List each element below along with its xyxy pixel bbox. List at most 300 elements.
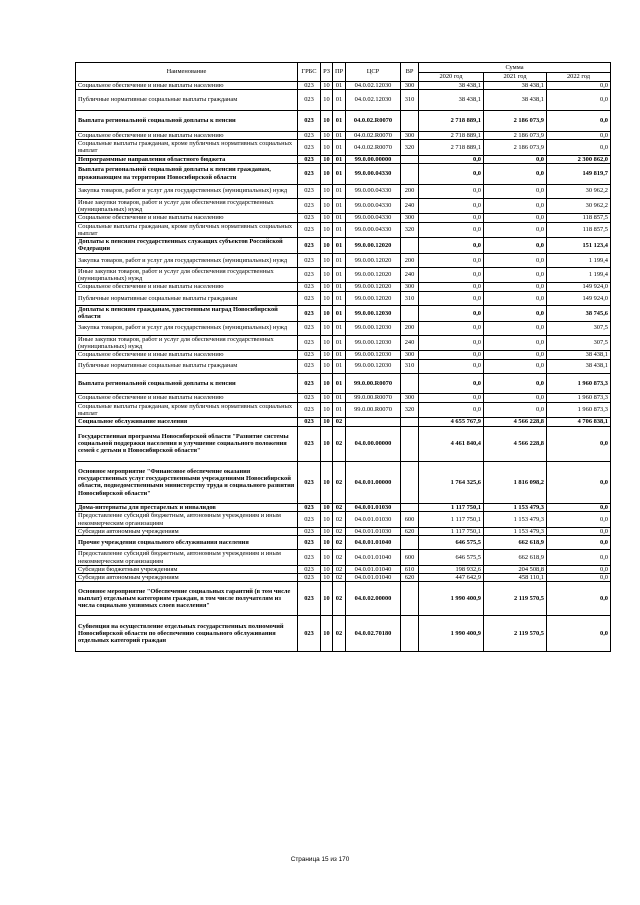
cell-name: Закупка товаров, работ и услуг для государственных (муниципальных) нужд bbox=[76, 253, 298, 267]
cell-csr: 04.0.01.01040 bbox=[346, 536, 401, 550]
cell-name: Закупка товаров, работ и услуг для государственных (муниципальных) нужд bbox=[76, 184, 298, 198]
cell-vr bbox=[401, 155, 419, 163]
cell-2021: 0,0 bbox=[484, 283, 547, 291]
cell-2020: 1 764 325,6 bbox=[419, 461, 484, 503]
cell-2021: 0,0 bbox=[484, 373, 547, 394]
cell-rz: 10 bbox=[321, 359, 333, 373]
cell-grbs: 023 bbox=[298, 238, 321, 254]
cell-2020: 646 575,5 bbox=[419, 536, 484, 550]
cell-csr: 99.0.00.12020 bbox=[346, 253, 401, 267]
cell-2022: 0,0 bbox=[547, 512, 611, 528]
cell-grbs: 023 bbox=[298, 616, 321, 651]
cell-grbs: 023 bbox=[298, 582, 321, 616]
cell-rz: 10 bbox=[321, 418, 333, 426]
cell-pr: 02 bbox=[333, 574, 346, 582]
cell-2022: 0,0 bbox=[547, 461, 611, 503]
cell-pr: 01 bbox=[333, 394, 346, 402]
cell-vr bbox=[401, 305, 419, 321]
cell-name: Публичные нормативные социальные выплаты гражданам bbox=[76, 359, 298, 373]
cell-2020: 1 117 750,1 bbox=[419, 503, 484, 511]
cell-pr: 01 bbox=[333, 335, 346, 351]
cell-vr: 600 bbox=[401, 550, 419, 566]
cell-grbs: 023 bbox=[298, 426, 321, 461]
cell-csr: 99.0.00.12030 bbox=[346, 305, 401, 321]
cell-vr: 300 bbox=[401, 214, 419, 222]
cell-2022: 0,0 bbox=[547, 503, 611, 511]
cell-2022: 4 706 838,1 bbox=[547, 418, 611, 426]
cell-grbs: 023 bbox=[298, 110, 321, 131]
table-row bbox=[76, 503, 611, 511]
cell-grbs: 023 bbox=[298, 305, 321, 321]
table-row bbox=[76, 222, 611, 238]
table-row bbox=[76, 291, 611, 305]
cell-csr: 04.0.01.01040 bbox=[346, 574, 401, 582]
cell-grbs: 023 bbox=[298, 359, 321, 373]
cell-rz: 10 bbox=[321, 574, 333, 582]
cell-2021: 1 153 479,3 bbox=[484, 527, 547, 535]
cell-rz: 10 bbox=[321, 550, 333, 566]
cell-2022: 151 123,4 bbox=[547, 238, 611, 254]
table-row bbox=[76, 565, 611, 573]
cell-csr: 04.0.02.00000 bbox=[346, 582, 401, 616]
cell-rz: 10 bbox=[321, 82, 333, 90]
cell-grbs: 023 bbox=[298, 536, 321, 550]
cell-2022: 38 745,6 bbox=[547, 305, 611, 321]
cell-2021: 2 186 073,9 bbox=[484, 139, 547, 155]
header-rz: РЗ bbox=[321, 63, 333, 82]
cell-2021: 458 110,1 bbox=[484, 574, 547, 582]
cell-vr bbox=[401, 110, 419, 131]
cell-rz: 10 bbox=[321, 198, 333, 214]
cell-name: Доплаты к пенсиям гражданам, удостоенным наград Новосибирской области bbox=[76, 305, 298, 321]
cell-2021: 2 119 570,5 bbox=[484, 582, 547, 616]
header-pr: ПР bbox=[333, 63, 346, 82]
header-vr: ВР bbox=[401, 63, 419, 82]
table-row bbox=[76, 82, 611, 90]
cell-csr: 99.0.00.12030 bbox=[346, 321, 401, 335]
cell-2020: 0,0 bbox=[419, 267, 484, 283]
cell-2022: 149 924,0 bbox=[547, 283, 611, 291]
cell-2020: 646 575,5 bbox=[419, 550, 484, 566]
cell-2021: 0,0 bbox=[484, 321, 547, 335]
cell-2022: 2 300 862,0 bbox=[547, 155, 611, 163]
cell-pr: 01 bbox=[333, 267, 346, 283]
cell-2021: 0,0 bbox=[484, 359, 547, 373]
cell-grbs: 023 bbox=[298, 574, 321, 582]
table-row bbox=[76, 574, 611, 582]
cell-vr: 300 bbox=[401, 394, 419, 402]
cell-pr: 01 bbox=[333, 321, 346, 335]
cell-grbs: 023 bbox=[298, 163, 321, 184]
cell-grbs: 023 bbox=[298, 139, 321, 155]
cell-2020: 0,0 bbox=[419, 402, 484, 418]
cell-name: Непрограммные направления областного бюджета bbox=[76, 155, 298, 163]
cell-vr: 310 bbox=[401, 291, 419, 305]
cell-name: Социальные выплаты гражданам, кроме публичных нормативных социальных выплат bbox=[76, 222, 298, 238]
cell-rz: 10 bbox=[321, 291, 333, 305]
cell-csr: 04.0.02.12030 bbox=[346, 90, 401, 111]
cell-2020: 0,0 bbox=[419, 305, 484, 321]
cell-2020: 0,0 bbox=[419, 163, 484, 184]
cell-vr bbox=[401, 373, 419, 394]
cell-2021: 0,0 bbox=[484, 394, 547, 402]
cell-2022: 38 438,1 bbox=[547, 351, 611, 359]
cell-pr: 02 bbox=[333, 503, 346, 511]
cell-vr: 300 bbox=[401, 351, 419, 359]
cell-grbs: 023 bbox=[298, 394, 321, 402]
table-row bbox=[76, 214, 611, 222]
cell-vr bbox=[401, 418, 419, 426]
cell-name: Социальное обеспечение и иные выплаты населению bbox=[76, 82, 298, 90]
cell-2022: 0,0 bbox=[547, 426, 611, 461]
cell-grbs: 023 bbox=[298, 335, 321, 351]
cell-name: Основное мероприятие "Финансовое обеспечение оказания государственных услуг государственными учреждениями Новосибирской области, подведомственными министерству труда и социального развития Новосибирской области" bbox=[76, 461, 298, 503]
cell-name: Социальные выплаты гражданам, кроме публичных нормативных социальных выплат bbox=[76, 402, 298, 418]
cell-rz: 10 bbox=[321, 512, 333, 528]
cell-csr: 99.0.00.12030 bbox=[346, 335, 401, 351]
cell-2021: 38 438,1 bbox=[484, 82, 547, 90]
cell-name: Дома-интернаты для престарелых и инвалидов bbox=[76, 503, 298, 511]
cell-2022: 0,0 bbox=[547, 527, 611, 535]
cell-pr: 01 bbox=[333, 253, 346, 267]
cell-name: Субсидии автономным учреждениям bbox=[76, 574, 298, 582]
cell-name: Субвенция на осуществление отдельных государственных полномочий Новосибирской области по обеспечению социального обслуживания отдельных категорий граждан bbox=[76, 616, 298, 651]
table-row bbox=[76, 90, 611, 111]
cell-2022: 1 199,4 bbox=[547, 253, 611, 267]
table-row bbox=[76, 321, 611, 335]
cell-rz: 10 bbox=[321, 90, 333, 111]
table-row bbox=[76, 426, 611, 461]
cell-2020: 0,0 bbox=[419, 184, 484, 198]
cell-pr: 02 bbox=[333, 582, 346, 616]
table-row bbox=[76, 155, 611, 163]
cell-2021: 0,0 bbox=[484, 291, 547, 305]
cell-name: Публичные нормативные социальные выплаты гражданам bbox=[76, 90, 298, 111]
table-row bbox=[76, 267, 611, 283]
cell-vr bbox=[401, 163, 419, 184]
cell-csr bbox=[346, 418, 401, 426]
cell-2020: 38 438,1 bbox=[419, 90, 484, 111]
cell-pr: 01 bbox=[333, 283, 346, 291]
cell-2022: 1 960 873,3 bbox=[547, 402, 611, 418]
cell-2022: 0,0 bbox=[547, 574, 611, 582]
cell-grbs: 023 bbox=[298, 565, 321, 573]
cell-grbs: 023 bbox=[298, 82, 321, 90]
cell-vr: 200 bbox=[401, 253, 419, 267]
table-row bbox=[76, 616, 611, 651]
cell-2020: 0,0 bbox=[419, 283, 484, 291]
cell-csr: 04.0.00.00000 bbox=[346, 426, 401, 461]
cell-csr: 04.0.01.01030 bbox=[346, 527, 401, 535]
cell-2020: 447 642,9 bbox=[419, 574, 484, 582]
cell-name: Выплата региональной социальной доплаты к пенсии bbox=[76, 373, 298, 394]
cell-rz: 10 bbox=[321, 184, 333, 198]
cell-2022: 0,0 bbox=[547, 550, 611, 566]
cell-2022: 30 962,2 bbox=[547, 198, 611, 214]
cell-grbs: 023 bbox=[298, 253, 321, 267]
cell-vr: 620 bbox=[401, 527, 419, 535]
cell-2020: 0,0 bbox=[419, 373, 484, 394]
cell-rz: 10 bbox=[321, 238, 333, 254]
cell-grbs: 023 bbox=[298, 550, 321, 566]
cell-grbs: 023 bbox=[298, 90, 321, 111]
cell-grbs: 023 bbox=[298, 214, 321, 222]
cell-rz: 10 bbox=[321, 351, 333, 359]
cell-csr: 99.0.00.04330 bbox=[346, 184, 401, 198]
table-row bbox=[76, 512, 611, 528]
cell-pr: 01 bbox=[333, 163, 346, 184]
cell-2020: 2 718 889,1 bbox=[419, 139, 484, 155]
cell-vr: 200 bbox=[401, 184, 419, 198]
cell-2022: 38 438,1 bbox=[547, 359, 611, 373]
table-row bbox=[76, 184, 611, 198]
cell-2020: 1 117 750,1 bbox=[419, 527, 484, 535]
cell-rz: 10 bbox=[321, 394, 333, 402]
cell-name: Прочие учреждения социального обслуживания населения bbox=[76, 536, 298, 550]
header-year-2021: 2021 год bbox=[484, 73, 547, 82]
cell-grbs: 023 bbox=[298, 503, 321, 511]
cell-rz: 10 bbox=[321, 616, 333, 651]
cell-rz: 10 bbox=[321, 426, 333, 461]
cell-csr: 04.0.01.00000 bbox=[346, 461, 401, 503]
cell-2021: 0,0 bbox=[484, 214, 547, 222]
page-footer: Страница 15 из 170 bbox=[290, 856, 350, 863]
cell-vr: 320 bbox=[401, 222, 419, 238]
cell-2020: 0,0 bbox=[419, 214, 484, 222]
cell-name: Иные закупки товаров, работ и услуг для обеспечения государственных (муниципальных) нужд bbox=[76, 267, 298, 283]
cell-rz: 10 bbox=[321, 527, 333, 535]
cell-rz: 10 bbox=[321, 267, 333, 283]
cell-rz: 10 bbox=[321, 139, 333, 155]
cell-2021: 662 618,9 bbox=[484, 550, 547, 566]
cell-2021: 0,0 bbox=[484, 155, 547, 163]
table-row bbox=[76, 139, 611, 155]
cell-pr: 01 bbox=[333, 402, 346, 418]
cell-2021: 0,0 bbox=[484, 305, 547, 321]
cell-2021: 2 186 073,9 bbox=[484, 110, 547, 131]
header-sum: Сумма bbox=[419, 63, 611, 73]
cell-rz: 10 bbox=[321, 110, 333, 131]
cell-2022: 149 924,0 bbox=[547, 291, 611, 305]
cell-vr bbox=[401, 616, 419, 651]
cell-name: Социальное обслуживание населения bbox=[76, 418, 298, 426]
cell-2021: 0,0 bbox=[484, 335, 547, 351]
cell-csr: 99.0.00.12020 bbox=[346, 283, 401, 291]
cell-2020: 4 655 767,9 bbox=[419, 418, 484, 426]
cell-pr: 01 bbox=[333, 291, 346, 305]
cell-grbs: 023 bbox=[298, 222, 321, 238]
cell-csr: 04.0.02.R0070 bbox=[346, 110, 401, 131]
cell-pr: 01 bbox=[333, 373, 346, 394]
cell-pr: 01 bbox=[333, 184, 346, 198]
cell-pr: 02 bbox=[333, 418, 346, 426]
cell-rz: 10 bbox=[321, 321, 333, 335]
cell-vr: 200 bbox=[401, 321, 419, 335]
cell-vr bbox=[401, 582, 419, 616]
cell-2020: 0,0 bbox=[419, 222, 484, 238]
cell-pr: 01 bbox=[333, 198, 346, 214]
cell-2022: 118 857,5 bbox=[547, 222, 611, 238]
cell-grbs: 023 bbox=[298, 321, 321, 335]
cell-vr bbox=[401, 426, 419, 461]
cell-grbs: 023 bbox=[298, 184, 321, 198]
cell-rz: 10 bbox=[321, 402, 333, 418]
cell-2020: 0,0 bbox=[419, 359, 484, 373]
cell-2022: 307,5 bbox=[547, 321, 611, 335]
cell-name: Иные закупки товаров, работ и услуг для обеспечения государственных (муниципальных) нужд bbox=[76, 335, 298, 351]
cell-2020: 0,0 bbox=[419, 291, 484, 305]
cell-csr: 04.0.02.R0070 bbox=[346, 139, 401, 155]
cell-rz: 10 bbox=[321, 335, 333, 351]
cell-name: Публичные нормативные социальные выплаты гражданам bbox=[76, 291, 298, 305]
cell-2021: 0,0 bbox=[484, 222, 547, 238]
cell-vr bbox=[401, 503, 419, 511]
cell-vr bbox=[401, 238, 419, 254]
header-name: Наименование bbox=[76, 63, 298, 82]
cell-2022: 1 960 873,3 bbox=[547, 373, 611, 394]
cell-rz: 10 bbox=[321, 131, 333, 139]
cell-grbs: 023 bbox=[298, 461, 321, 503]
cell-2020: 4 461 840,4 bbox=[419, 426, 484, 461]
table-row bbox=[76, 283, 611, 291]
cell-2020: 0,0 bbox=[419, 335, 484, 351]
cell-2020: 38 438,1 bbox=[419, 82, 484, 90]
cell-name: Социальные выплаты гражданам, кроме публичных нормативных социальных выплат bbox=[76, 139, 298, 155]
cell-grbs: 023 bbox=[298, 351, 321, 359]
cell-pr: 01 bbox=[333, 238, 346, 254]
cell-2021: 1 153 479,3 bbox=[484, 503, 547, 511]
cell-vr: 300 bbox=[401, 283, 419, 291]
table-row bbox=[76, 335, 611, 351]
cell-2020: 0,0 bbox=[419, 238, 484, 254]
table-row bbox=[76, 110, 611, 131]
cell-pr: 01 bbox=[333, 305, 346, 321]
cell-2021: 0,0 bbox=[484, 253, 547, 267]
cell-2020: 0,0 bbox=[419, 351, 484, 359]
header-grbs: ГРБС bbox=[298, 63, 321, 82]
table-row bbox=[76, 253, 611, 267]
cell-name: Государственная программа Новосибирской области "Развитие системы социальной поддержки населения и улучшение социального положения семей с детьми в Новосибирской области" bbox=[76, 426, 298, 461]
cell-grbs: 023 bbox=[298, 267, 321, 283]
cell-grbs: 023 bbox=[298, 527, 321, 535]
cell-2022: 0,0 bbox=[547, 139, 611, 155]
table-header-row bbox=[76, 63, 611, 73]
cell-2021: 0,0 bbox=[484, 351, 547, 359]
cell-vr: 320 bbox=[401, 139, 419, 155]
cell-2020: 2 718 889,1 bbox=[419, 110, 484, 131]
cell-vr: 240 bbox=[401, 267, 419, 283]
cell-2022: 1 199,4 bbox=[547, 267, 611, 283]
cell-rz: 10 bbox=[321, 155, 333, 163]
cell-grbs: 023 bbox=[298, 291, 321, 305]
table-row bbox=[76, 373, 611, 394]
cell-csr: 04.0.02.12030 bbox=[346, 82, 401, 90]
table-row bbox=[76, 536, 611, 550]
cell-grbs: 023 bbox=[298, 373, 321, 394]
cell-csr: 99.0.00.04330 bbox=[346, 198, 401, 214]
cell-csr: 99.0.00.00000 bbox=[346, 155, 401, 163]
cell-pr: 01 bbox=[333, 90, 346, 111]
cell-csr: 99.0.00.12020 bbox=[346, 267, 401, 283]
cell-csr: 99.0.00.12020 bbox=[346, 291, 401, 305]
cell-vr: 240 bbox=[401, 198, 419, 214]
cell-pr: 02 bbox=[333, 527, 346, 535]
cell-pr: 01 bbox=[333, 139, 346, 155]
cell-vr: 320 bbox=[401, 402, 419, 418]
cell-pr: 01 bbox=[333, 214, 346, 222]
cell-2021: 0,0 bbox=[484, 238, 547, 254]
cell-grbs: 023 bbox=[298, 283, 321, 291]
cell-name: Предоставление субсидий бюджетным, автономным учреждениям и иным некоммерческим организациям bbox=[76, 512, 298, 528]
table-row bbox=[76, 359, 611, 373]
cell-vr: 310 bbox=[401, 90, 419, 111]
cell-csr: 04.0.01.01030 bbox=[346, 512, 401, 528]
cell-grbs: 023 bbox=[298, 131, 321, 139]
header-year-2020: 2020 год bbox=[419, 73, 484, 82]
cell-vr bbox=[401, 536, 419, 550]
cell-pr: 02 bbox=[333, 426, 346, 461]
cell-name: Закупка товаров, работ и услуг для государственных (муниципальных) нужд bbox=[76, 321, 298, 335]
cell-rz: 10 bbox=[321, 163, 333, 184]
cell-2022: 30 962,2 bbox=[547, 184, 611, 198]
table-row bbox=[76, 163, 611, 184]
table-row bbox=[76, 527, 611, 535]
cell-grbs: 023 bbox=[298, 512, 321, 528]
table-row bbox=[76, 461, 611, 503]
cell-pr: 01 bbox=[333, 359, 346, 373]
cell-2022: 0,0 bbox=[547, 565, 611, 573]
cell-csr: 99.0.00.12030 bbox=[346, 351, 401, 359]
cell-name: Основное мероприятие "Обеспечение социальных гарантий (в том числе выплат) отдельным категориям граждан, в том числе получателям из числа социально уязвимых слоев населения" bbox=[76, 582, 298, 616]
cell-pr: 01 bbox=[333, 222, 346, 238]
cell-pr: 01 bbox=[333, 351, 346, 359]
header-year-2022: 2022 год bbox=[547, 73, 611, 82]
cell-csr: 99.0.00.04330 bbox=[346, 163, 401, 184]
cell-pr: 02 bbox=[333, 565, 346, 573]
cell-rz: 10 bbox=[321, 565, 333, 573]
cell-2022: 307,5 bbox=[547, 335, 611, 351]
cell-2021: 38 438,1 bbox=[484, 90, 547, 111]
cell-2020: 0,0 bbox=[419, 394, 484, 402]
cell-name: Предоставление субсидий бюджетным, автономным учреждениям и иным некоммерческим организациям bbox=[76, 550, 298, 566]
cell-pr: 02 bbox=[333, 536, 346, 550]
cell-2021: 4 566 228,8 bbox=[484, 426, 547, 461]
cell-pr: 02 bbox=[333, 461, 346, 503]
cell-rz: 10 bbox=[321, 283, 333, 291]
table-row bbox=[76, 418, 611, 426]
cell-2020: 2 718 889,1 bbox=[419, 131, 484, 139]
cell-csr: 99.0.00.04330 bbox=[346, 214, 401, 222]
cell-2022: 0,0 bbox=[547, 536, 611, 550]
cell-grbs: 023 bbox=[298, 198, 321, 214]
cell-vr: 610 bbox=[401, 565, 419, 573]
cell-2022: 0,0 bbox=[547, 90, 611, 111]
cell-vr bbox=[401, 461, 419, 503]
table-row bbox=[76, 550, 611, 566]
cell-rz: 10 bbox=[321, 536, 333, 550]
cell-rz: 10 bbox=[321, 222, 333, 238]
cell-2020: 1 990 400,9 bbox=[419, 582, 484, 616]
cell-csr: 99.0.00.R0070 bbox=[346, 373, 401, 394]
cell-rz: 10 bbox=[321, 305, 333, 321]
cell-pr: 02 bbox=[333, 550, 346, 566]
cell-vr: 240 bbox=[401, 335, 419, 351]
cell-2022: 0,0 bbox=[547, 82, 611, 90]
cell-rz: 10 bbox=[321, 461, 333, 503]
table-row bbox=[76, 402, 611, 418]
table-row bbox=[76, 305, 611, 321]
cell-2022: 1 960 873,3 bbox=[547, 394, 611, 402]
